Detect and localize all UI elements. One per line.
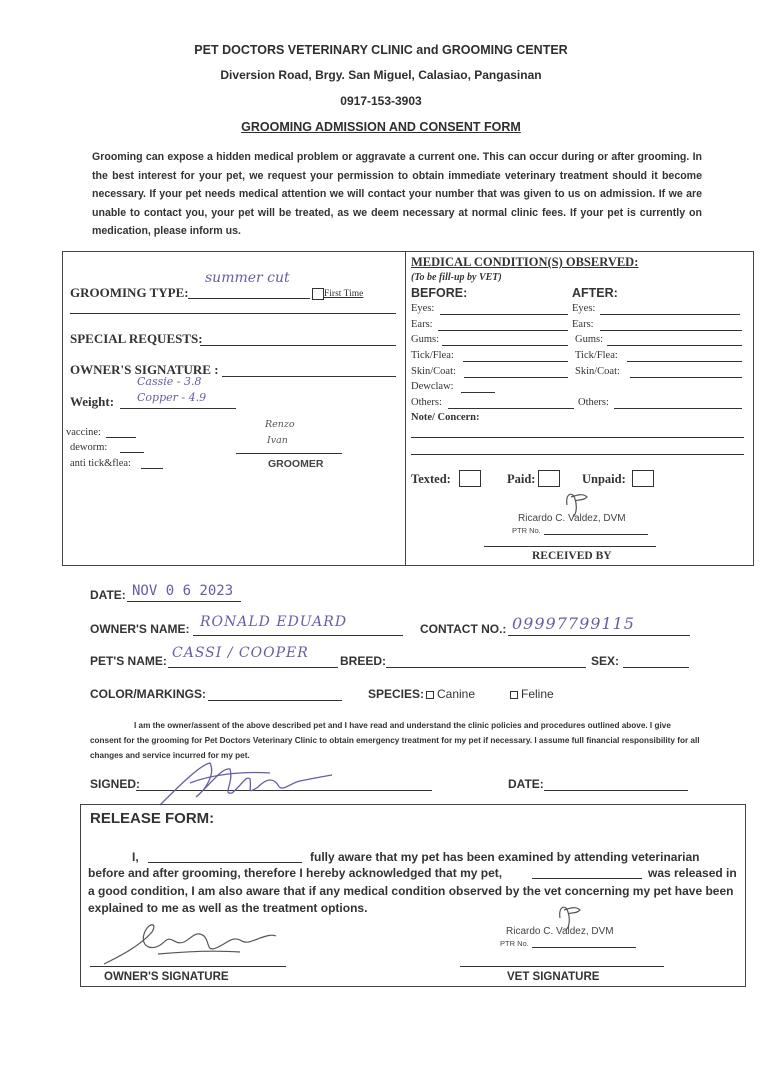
first-time-label: First Time (324, 289, 364, 299)
release-text-2: fully aware that my pet has been examined by attending veterinarian (310, 850, 700, 864)
contact-value: 09997799115 (512, 614, 635, 633)
signed-label: SIGNED: (90, 777, 141, 791)
medical-title: MEDICAL CONDITION(S) OBSERVED: (411, 255, 639, 269)
release-pet-line[interactable] (532, 878, 642, 879)
before-tick-label: Tick/Flea: (411, 350, 454, 361)
after-ears-label: Ears: (572, 319, 594, 330)
form-title: GROOMING ADMISSION AND CONSENT FORM (241, 120, 521, 134)
date-stamp-value: NOV 0 6 2023 (132, 583, 234, 599)
pet-name-label: PET'S NAME: (90, 654, 167, 668)
after-label: AFTER: (572, 286, 618, 300)
before-ears-line[interactable] (438, 330, 568, 331)
canine-checkbox[interactable] (426, 691, 434, 699)
unpaid-checkbox[interactable] (632, 470, 654, 487)
canine-label: Canine (437, 687, 476, 701)
vet-sig-line[interactable] (460, 966, 664, 967)
after-skin-line[interactable] (630, 377, 742, 378)
color-markings-label: COLOR/MARKINGS: (90, 687, 206, 701)
before-gums-label: Gums: (411, 334, 440, 345)
weight-label: Weight: (70, 394, 115, 409)
release-text-4: was released in (648, 866, 737, 880)
clinic-address: Diversion Road, Brgy. San Miguel, Calasiao, Pangasinan (220, 68, 542, 82)
owner-sig-line[interactable] (90, 966, 286, 967)
signed-date-line[interactable] (544, 790, 688, 791)
consent-text: I am the owner/assent of the above described pet and I have read and understand the clinic policies and procedures outlined above. I give consent for the grooming for Pet Doctors Veterinary Clinic to obtain emergency treatment for my pet if necessary. I assume full financial responsibility for all changes and service incurred for my pet. (90, 721, 700, 760)
date-label: DATE: (90, 588, 126, 602)
note-line-1[interactable] (411, 437, 744, 438)
dewclaw-label: Dewclaw: (411, 381, 454, 392)
ptr-label-top: PTR No. (512, 526, 541, 535)
after-tick-label: Tick/Flea: (575, 350, 618, 361)
release-name-line[interactable] (148, 862, 302, 863)
grooming-type-value: summer cut (205, 270, 290, 286)
vet-name-bottom: Ricardo C. Valdez, DVM (506, 926, 614, 937)
before-skin-line[interactable] (464, 377, 568, 378)
owner-name-value: RONALD EDUARD (200, 614, 348, 630)
ptr-label-bottom: PTR No. (500, 939, 529, 948)
special-requests-label: SPECIAL REQUESTS: (70, 331, 203, 346)
date-line[interactable] (127, 601, 241, 602)
groomer-line (236, 453, 342, 454)
box-divider (405, 251, 406, 566)
weight-line[interactable] (120, 408, 236, 409)
unpaid-label: Unpaid: (582, 472, 626, 486)
paid-label: Paid: (507, 472, 536, 486)
contact-label: CONTACT NO.: (420, 622, 507, 636)
owner-signature-line[interactable] (222, 376, 396, 377)
texted-label: Texted: (411, 472, 451, 486)
vet-sig-label: VET SIGNATURE (507, 971, 600, 983)
after-tick-line[interactable] (627, 361, 742, 362)
sex-label: SEX: (591, 654, 620, 668)
received-by-line (484, 546, 656, 547)
owner-signature-label: OWNER'S SIGNATURE : (70, 362, 219, 377)
weight-value-1: Cassie - 3.8 (137, 375, 202, 388)
ptr-line-bottom (532, 947, 636, 948)
before-skin-label: Skin/Coat: (411, 366, 456, 377)
deworm-label: deworm: (70, 442, 108, 453)
before-eyes-line[interactable] (440, 314, 568, 315)
groomer-label: GROOMER (268, 458, 324, 470)
feline-checkbox[interactable] (510, 691, 518, 699)
color-markings-line[interactable] (208, 700, 342, 701)
after-skin-label: Skin/Coat: (575, 366, 620, 377)
texted-checkbox[interactable] (459, 470, 481, 487)
antitick-line[interactable] (141, 468, 163, 469)
owner-sig-label: OWNER'S SIGNATURE (104, 971, 229, 983)
before-label: BEFORE: (411, 286, 468, 300)
before-others-line[interactable] (448, 408, 574, 409)
note-label: Note/ Concern: (411, 412, 480, 423)
weight-value-2: Copper - 4.9 (137, 391, 207, 404)
feline-label: Feline (521, 687, 554, 701)
after-others-label: Others: (578, 397, 609, 408)
breed-line[interactable] (386, 667, 586, 668)
groomer-name-2: Ivan (267, 435, 288, 446)
owner-name-line[interactable] (193, 635, 403, 636)
release-text-5: a good condition, I am also aware that if any medical condition observed by the vet concerning my pet have been explained to me as well as the treatment options. (88, 884, 734, 915)
clinic-phone: 0917-153-3903 (340, 94, 422, 108)
sex-line[interactable] (623, 667, 689, 668)
ptr-line-top (544, 534, 648, 535)
before-eyes-label: Eyes: (411, 303, 435, 314)
vet-name-top: Ricardo C. Valdez, DVM (518, 513, 626, 524)
first-time-checkbox[interactable] (312, 288, 324, 300)
special-requests-line[interactable] (200, 345, 396, 346)
note-line-2[interactable] (411, 454, 744, 455)
before-others-label: Others: (411, 397, 442, 408)
after-gums-line[interactable] (607, 345, 742, 346)
vaccine-label: vaccine: (66, 427, 101, 438)
pet-name-line[interactable] (168, 667, 338, 668)
groomer-name-1: Renzo (265, 419, 295, 430)
deworm-line[interactable] (120, 452, 144, 453)
antitick-label: anti tick&flea: (70, 458, 131, 469)
grooming-type-line[interactable] (188, 298, 310, 299)
after-eyes-label: Eyes: (572, 303, 596, 314)
signed-date-label: DATE: (508, 777, 544, 791)
grooming-type-label: GROOMING TYPE: (70, 285, 189, 300)
owner-signature-scribble-2 (100, 912, 280, 967)
after-gums-label: Gums: (575, 334, 604, 345)
pet-name-value: CASSI / COOPER (172, 645, 309, 661)
after-ears-line[interactable] (600, 330, 742, 331)
after-eyes-line[interactable] (600, 314, 740, 315)
dewclaw-line[interactable] (461, 392, 495, 393)
owner-name-label: OWNER'S NAME: (90, 622, 190, 636)
clinic-name: PET DOCTORS VETERINARY CLINIC and GROOMING CENTER (194, 43, 568, 57)
received-by-label: RECEIVED BY (532, 550, 612, 562)
before-gums-line[interactable] (442, 345, 568, 346)
release-title: RELEASE FORM: (90, 810, 215, 827)
release-text-i: I, (132, 850, 139, 864)
species-label: SPECIES: (368, 687, 425, 701)
medical-subtitle: (To be fill-up by VET) (411, 272, 502, 283)
before-tick-line[interactable] (463, 361, 568, 362)
vaccine-line[interactable] (106, 437, 136, 438)
intro-paragraph: Grooming can expose a hidden medical problem or aggravate a current one. This can occur during or after grooming. In the best interest for your pet, we request your permission to obtain immediate veterinary treatment should it become necessary. If your pet needs medical attention we will contact your number that was given to us on admission. If we are unable to contact you, your pet will be treated, as we deem necessary at normal clinic fees. If your pet is currently on medication, please inform us. (92, 151, 702, 238)
breed-label: BREED: (340, 654, 387, 668)
before-ears-label: Ears: (411, 319, 433, 330)
grooming-type-line-2 (70, 313, 396, 314)
after-others-line[interactable] (614, 408, 742, 409)
owner-signature-scribble-1 (150, 755, 340, 810)
contact-line[interactable] (508, 635, 690, 636)
release-text-3: before and after grooming, therefore I hereby acknowledged that my pet, (88, 866, 503, 880)
